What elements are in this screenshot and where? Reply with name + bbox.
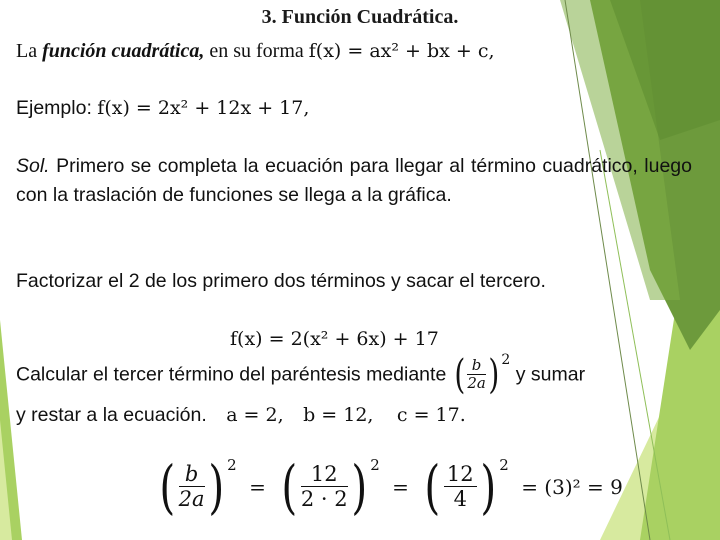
step2-line bbox=[16, 351, 586, 398]
paren-1l: ( bbox=[159, 452, 176, 521]
intro-prefix: La bbox=[16, 40, 43, 62]
page-title: 3. Función Cuadrática. bbox=[261, 6, 459, 28]
value-b: b = 12, bbox=[303, 404, 374, 426]
intro-line bbox=[16, 40, 495, 63]
frac-num: b bbox=[467, 357, 486, 375]
right-paren: ) bbox=[488, 351, 500, 398]
exponent-1: 2 bbox=[227, 456, 237, 474]
value-c: c = 17. bbox=[396, 404, 466, 426]
intro-middle: en su forma bbox=[204, 40, 309, 62]
frac-den: 2a bbox=[467, 374, 486, 393]
paren-1r: ) bbox=[207, 452, 224, 521]
example-line bbox=[16, 97, 309, 120]
paren-3l: ( bbox=[424, 452, 441, 521]
example-formula: f(x) = 2x² + 12x + 17, bbox=[97, 97, 310, 119]
fraction-2 bbox=[301, 462, 348, 511]
fraction-1 bbox=[179, 462, 205, 511]
step2-fraction bbox=[467, 357, 486, 393]
left-paren: ( bbox=[454, 351, 465, 398]
example-label: Ejemplo: bbox=[16, 97, 98, 119]
fraction-2-num: 12 bbox=[301, 462, 348, 487]
intro-bold-term: función cuadrática, bbox=[42, 40, 205, 62]
equals-2: = bbox=[392, 474, 409, 499]
value-a: a = 2, bbox=[226, 404, 284, 426]
fraction-1-num: b bbox=[179, 462, 205, 487]
step2-after: y sumar bbox=[510, 363, 586, 386]
step2-line2 bbox=[16, 404, 466, 427]
fraction-3-den: 4 bbox=[453, 487, 467, 511]
paren-2l: ( bbox=[281, 452, 298, 521]
step2-before: Calcular el tercer término del paréntesis mediante bbox=[16, 363, 452, 386]
solution-paragraph bbox=[16, 152, 692, 210]
factored-equation: f(x) = 2(x² + 6x) + 17 bbox=[230, 328, 439, 350]
intro-formula: f(x) = ax² + bx + c, bbox=[308, 40, 495, 62]
solution-text: Primero se completa la ecuación para llegar al término cuadrático, luego con la traslación de funciones se llega a la gráfica. bbox=[16, 155, 692, 206]
fraction-3-num: 12 bbox=[444, 462, 477, 487]
paren-3r: ) bbox=[480, 452, 496, 521]
solution-label: Sol. bbox=[16, 155, 50, 177]
exponent-2: 2 bbox=[370, 456, 380, 474]
step1-text: Factorizar el 2 de los primero dos términos y sacar el tercero. bbox=[16, 270, 546, 292]
equals-1: = bbox=[249, 474, 266, 499]
final-equation bbox=[156, 452, 623, 521]
fraction-3 bbox=[444, 462, 477, 511]
step2-exponent: 2 bbox=[501, 352, 511, 368]
final-result: = (3)² = 9 bbox=[521, 474, 623, 499]
step2-line2-text: y restar a la ecuación. bbox=[16, 404, 207, 426]
exponent-3: 2 bbox=[499, 456, 509, 474]
paren-2r: ) bbox=[350, 452, 367, 521]
fraction-2-den: 2 · 2 bbox=[300, 487, 348, 511]
fraction-1-den: 2a bbox=[178, 487, 205, 511]
